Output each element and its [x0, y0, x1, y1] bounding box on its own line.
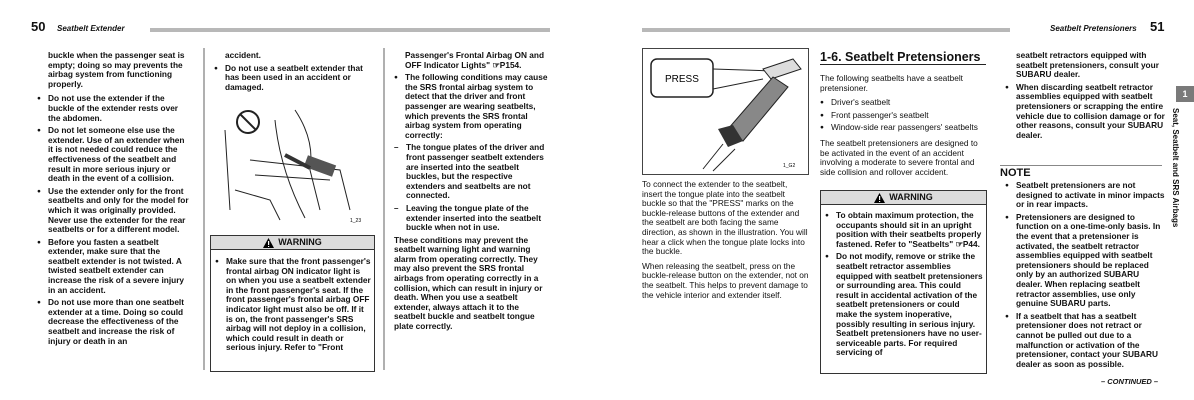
note-item: ● If a seatbelt that has a seatbelt pretensioner does not retract or cannot be pulled out due to a malfunction or activation of the pretensioner, contact your SUBARU dealer as soon as possible.	[1005, 312, 1165, 370]
list-item: ● Driver's seatbelt	[820, 98, 987, 108]
warning-item: ● Do not modify, remove or strike the seatbelt retractor assemblies equipped with seatbelt pretensioners or surrounding area. This could result in accidental activation of the seatbelt pretensioners or could make the system inoperative, possibly resulting in serious injury. Seatbelt pretensioners have no user-serviceable parts. For required servicing of	[825, 252, 983, 358]
right-column-2	[820, 74, 987, 182]
warning-item: ● To obtain maximum protection, the occupants should sit in an upright position with their seatbelts properly fastened. Refer to "Seatbelts" ☞P44.	[825, 211, 983, 249]
list-item: ● Do not use more than one seatbelt extender at a time. Doing so could decrease the effectiveness of the seatbelt and increase the risk of injury or death in an	[37, 298, 191, 346]
list-item: ● Do not use a seatbelt extender that has been used in an accident or damaged.	[214, 64, 372, 93]
header-title-right: Seatbelt Pretensioners	[1050, 24, 1137, 33]
intro-paragraph: The following seatbelts have a seatbelt pretensioner.	[820, 73, 963, 93]
header-title-left: Seatbelt Extender	[57, 24, 125, 33]
list-item: ● Use the extender only for the front seatbelts and only for the model for which it was originally provided. Never use the extender for the rear seatbelts or for a different model.	[37, 187, 191, 235]
header-rule-left	[150, 28, 550, 32]
buckle-press-illustration	[643, 49, 808, 174]
list-item: ● Front passenger's seatbelt	[820, 111, 987, 121]
warning-header	[821, 191, 986, 205]
page-number-left: 50	[31, 19, 46, 34]
paragraph: To connect the extender to the seatbelt, insert the tongue plate into the seatbelt buckle so that the "PRESS" marks on the buckle-release buttons of the extender and the seatbelt are both facing the same direction, as shown in the illustration. You will hear a click when the tongue plate locks into the buckle.	[642, 179, 808, 257]
list-item: ● Window-side rear passengers' seatbelts	[820, 123, 987, 133]
right-column-3	[1005, 51, 1165, 143]
page-number-right: 51	[1150, 19, 1165, 34]
continued-label: – CONTINUED –	[1101, 377, 1159, 386]
right-column-1	[642, 180, 809, 305]
paragraph: When releasing the seatbelt, press on the buckle-release button on the extender, not on the seatbelt. This helps to prevent damage to the vehicle interior and extender itself.	[642, 260, 809, 300]
note-item: ● Seatbelt pretensioners are not designed to activate in minor impacts or in rear impacts.	[1005, 181, 1165, 210]
continued-text: buckle when the passenger seat is empty; doing so may prevents the airbag system from functioning properly.	[48, 50, 185, 89]
continued-text: accident.	[225, 50, 261, 60]
figure-code: 1_23	[350, 218, 362, 224]
seat-illustration	[210, 100, 373, 227]
warning-label: WARNING	[889, 192, 933, 202]
dash-item: – The tongue plates of the driver and front passenger seatbelt extenders are inserted into the seatbelt buckles, but the respective extenders and seatbelts are not connected.	[394, 143, 548, 201]
left-column-3	[394, 51, 548, 337]
paragraph: The seatbelt pretensioners are designed to be activated in the event of an accident involving a moderate to severe frontal and side collision and rollover accident.	[820, 137, 978, 177]
dash-item: – Leaving the tongue plate of the extender inserted into the seatbelt buckle when not in use.	[394, 204, 548, 233]
buckle-illustration	[642, 48, 809, 175]
section-title-box	[820, 48, 986, 65]
figure-code: 1_G2	[783, 163, 796, 169]
note-title: NOTE	[1000, 167, 1031, 179]
warning-triangle-icon	[263, 238, 274, 248]
note-item: ● Pretensioners are designed to function on a one-time-only basis. In the event that a pretensioner is activated, the seatbelt retractor assemblies equipped with seatbelt pretensioners should be replaced only by an authorized SUBARU dealer. When replacing seatbelt retractor assemblies, use only genuine SUBARU parts.	[1005, 213, 1165, 309]
warning-label: WARNING	[278, 237, 322, 247]
side-title-text: Seat, Seatbelt and SRS Airbags	[1171, 108, 1180, 228]
seatbelt-extender-illustration	[210, 100, 373, 227]
list-item: ● Do not use the extender if the buckle of the extender rests over the abdomen.	[37, 94, 191, 123]
header-rule-right	[642, 28, 1010, 32]
warning-header	[211, 236, 374, 250]
continued-text: Passenger's Frontal Airbag ON and OFF Indicator Lights" ☞P154.	[405, 50, 545, 70]
list-item: ● Before you fasten a seatbelt extender, make sure that the seatbelt extender is not twisted. A twisted seatbelt extender can increase the risk of a severe injury in an accident.	[37, 238, 191, 296]
list-item: ● Do not let someone else use the extender. Use of an extender when it is not needed could reduce the effectiveness of the seatbelt and result in more serious injury or death in the event of a collision.	[37, 126, 191, 184]
left-column-2	[214, 51, 372, 95]
list-item: ● The following conditions may cause the SRS frontal airbag system to detect that the driver and front passenger are wearing seatbelts, which prevents the SRS frontal airbag system from operating correctly:	[394, 73, 548, 140]
note-rule	[1000, 165, 1162, 166]
side-title	[1166, 108, 1194, 258]
column-rule	[203, 48, 205, 370]
warning-box	[820, 190, 987, 374]
chapter-tab: 1	[1176, 86, 1194, 102]
press-label: PRESS	[665, 74, 699, 85]
warning-triangle-icon	[874, 193, 885, 203]
closing-paragraph: These conditions may prevent the seatbelt warning light and warning alarm from operating correctly. They may also prevent the SRS frontal airbags from operating correctly in a collision, which can result in injury or death. When you use a seatbelt extender, always attach it to the seatbelt buckle and seatbelt tongue plate correctly.	[394, 234, 543, 332]
continued-text: seatbelt retractors equipped with seatbelt pretensioners, consult your SUBARU dealer.	[1016, 50, 1159, 80]
warning-item: ● Make sure that the front passenger's frontal airbag ON indicator light is on when you use a seatbelt extender in the front passenger's seat. If the front passenger's frontal airbag OFF indicator light must also be off. If it is on, the front passenger's SRS airbag will not deploy in a collision, which could result in death or serious injury. Refer to "Front	[215, 257, 371, 353]
list-item: ● When discarding seatbelt retractor assemblies equipped with seatbelt pretensioners or scrapping the entire vehicle due to collision damage or for other reasons, consult your SUBARU dealer.	[1005, 83, 1165, 141]
section-title: 1-6. Seatbelt Pretensioners	[820, 50, 981, 64]
note-list	[1005, 181, 1165, 372]
warning-box	[210, 235, 375, 372]
column-rule	[383, 48, 385, 370]
left-column-1	[37, 51, 191, 349]
